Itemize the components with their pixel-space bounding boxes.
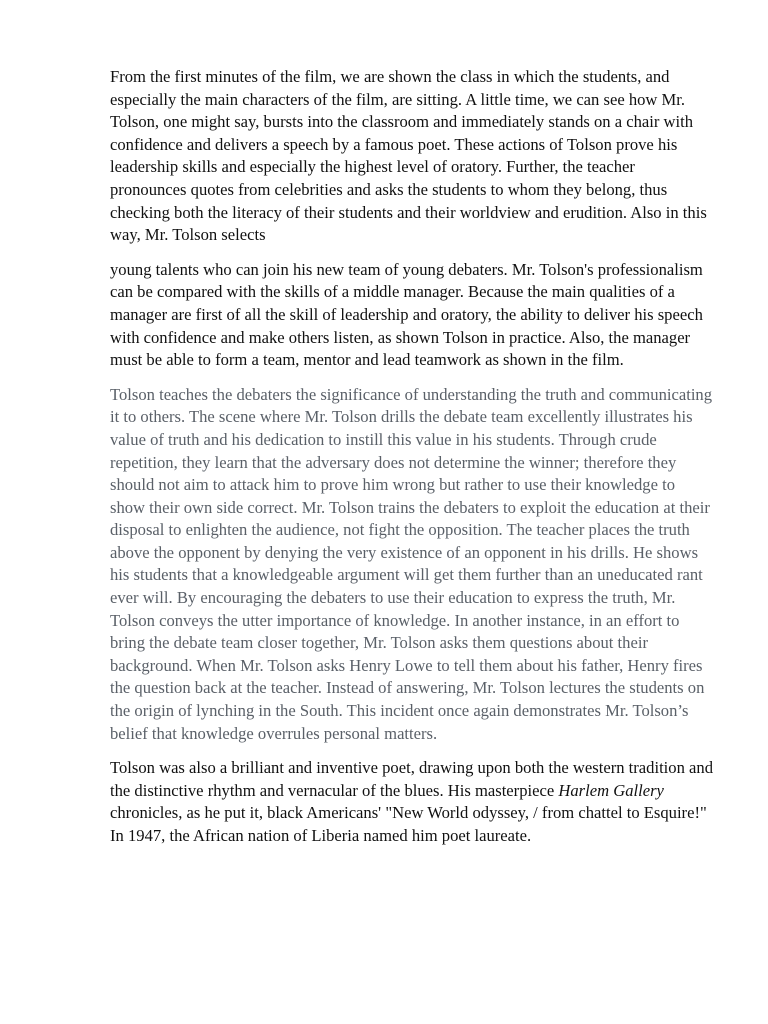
paragraph-poet-text-after: chronicles, as he put it, black Americans' "New World odyssey, / from chattel to Esquire!" In 1947, the African nation of Liberia named him poet laureate. (110, 803, 707, 845)
book-title-harlem-gallery: Harlem Gallery (558, 780, 664, 800)
document-page (110, 66, 714, 860)
paragraph-manager-comparison: young talents who can join his new team of young debaters. Mr. Tolson's professionalism can be compared with the skills of a middle manager. Because the main qualities of a manager are first of all the skill of leadership and oratory, the ability to deliver his speech with confidence and make others listen, as shown Tolson in practice. Also, the manager must be able to form a team, mentor and lead teamwork as shown in the film. (110, 259, 703, 370)
paragraph-opening-scene: From the first minutes of the film, we are shown the class in which the students, and especially the main characters of the film, are sitting. A little time, we can see how Mr. Tolson, one might say, bursts into the classroom and immediately stands on a chair with confidence and delivers a speech by a famous poet. These actions of Tolson prove his leadership skills and especially the highest level of oratory. Further, the teacher pronounces quotes from celebrities and asks the students to whom they belong, thus checking both the literacy of their students and their worldview and erudition. Also in this way, Mr. Tolson selects (110, 67, 707, 245)
paragraph-poet-text-before: Tolson was also a brilliant and inventive poet, drawing upon both the western tradition and the distinctive rhythm and vernacular of the blues. His masterpiece (110, 758, 713, 800)
paragraph-truth-and-knowledge: Tolson teaches the debaters the significance of understanding the truth and communicating it to others. The scene where Mr. Tolson drills the debate team excellently illustrates his value of truth and his dedication to instill this value in his students. Through crude repetition, they learn that the adversary does not determine the winner; therefore they should not aim to attack him to prove him wrong but rather to use their knowledge to show their own side correct. Mr. Tolson trains the debaters to exploit the education at their disposal to enlighten the audience, not fight the opposition. The teacher places the truth above the opponent by denying the very existence of an opponent in his drills. He shows his students that a knowledgeable argument will get them further than an uneducated rant ever will. By encouraging the debaters to use their education to express the truth, Mr. Tolson conveys the utter importance of knowledge. In another instance, in an effort to bring the debate team closer together, Mr. Tolson asks them questions about their background. When Mr. Tolson asks Henry Lowe to tell them about his father, Henry fires the question back at the teacher. Instead of answering, Mr. Tolson lectures the students on the origin of lynching in the South. This incident once again demonstrates Mr. Tolson’s belief that knowledge overrules personal matters. (110, 384, 713, 743)
paragraph-poet-biography (110, 757, 714, 847)
